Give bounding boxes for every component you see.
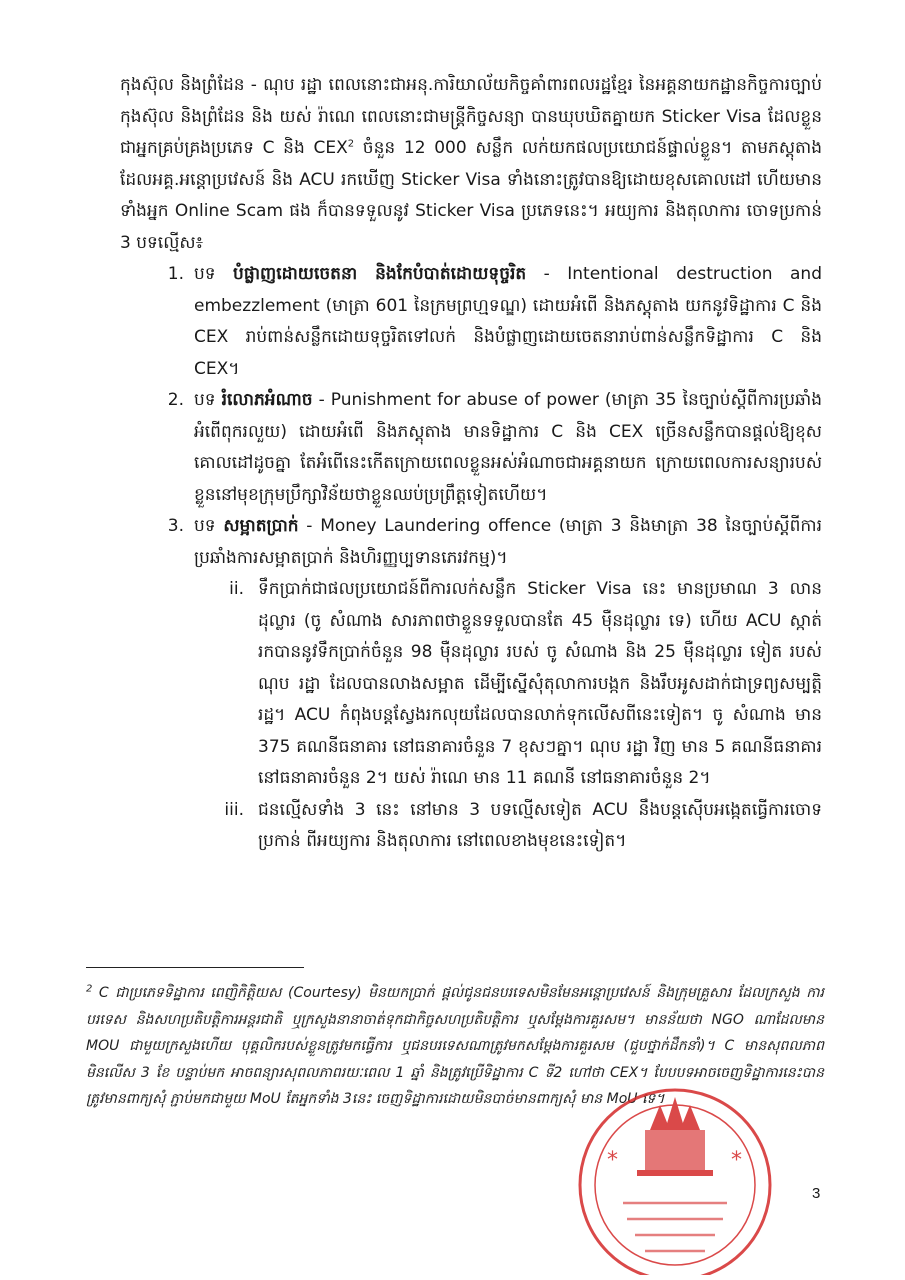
sub-item-number: ii.: [229, 579, 244, 599]
item-number: 1.: [167, 264, 184, 284]
svg-text:*: *: [731, 1148, 742, 1173]
item-text: - Money Laundering offence (មាត្រា 3 និងមាត្រា 38 នៃច្បាប់ស្ដីពីការប្រឆាំងការសម្អាតប្រាក់ និងហិរញ្ញប្បទានភេរវកម្ម)។: [194, 516, 822, 568]
item-number: 2.: [167, 390, 184, 410]
sub-item-number: iii.: [224, 799, 244, 820]
footnote-divider: [86, 967, 304, 968]
item-prefix: បទ: [194, 264, 234, 284]
intro-paragraph: [120, 70, 822, 259]
sub-list-item: [120, 795, 822, 858]
item-title: រំលោភអំណាច: [221, 390, 313, 410]
intro-text: កុងស៊ុល និងព្រំដែន - ណុប រដ្ឋា ពេលនោះជាអនុ.ការិយាល័យកិច្ចគាំពារពលរដ្ឋខ្មែរ នៃអគ្គនាយកដ្ឋានកិច្ចការច្បាប់ កុងស៊ុល និងព្រំដែន និង យស់ រ៉ាណេ ពេលនោះជាមន្ត្រីកិច្ចសន្យា បានឃុបឃិតគ្នាយក Sticker Visa ដែលខ្លួនជាអ្នកគ្រប់គ្រងប្រភេទ C និង CEX: [120, 75, 822, 158]
intro-text-cont: ចំនួន 12 000 សន្លឹក លក់យកផលប្រយោជន៍ផ្ទាល់ខ្លួន។ តាមភស្តុតាង ដែលអគ្គ.អន្តោប្រវេសន៍ និង ACU រកឃើញ Sticker Visa ទាំងនោះត្រូវបានឱ្យដោយខុសគោលដៅ ហើយមានទាំងអ្នក Online Scam ផង ក៏បានទទួលនូវ Sticker Visa ប្រភេទនេះ។ អយ្យការ និងតុលាការ ចោទប្រកាន់ 3 បទល្មើស៖: [120, 138, 822, 253]
list-item: [120, 259, 822, 385]
official-seal-stamp: [565, 1075, 785, 1275]
page-number: 3: [812, 1185, 821, 1202]
item-title: បំផ្លាញដោយចេតនា និងកែបំបាត់ដោយទុច្ចរិត: [233, 264, 527, 284]
item-prefix: បទ: [194, 390, 222, 410]
sub-item-text: ទឹកប្រាក់ជាផលប្រយោជន៍ពីការលក់សន្លឹក Sticker Visa នេះ មានប្រមាណ 3 លានដុល្លារ (ចូ សំណាង សារភាពថាខ្លួនទទួលបានតែ 45 ម៉ឺនដុល្លារ ទេ) ហើយ ACU ស្កាត់រកបាននូវទឹកប្រាក់ចំនួន 98 ម៉ឺនដុល្លារ របស់ ចូ សំណាង និង 25 ម៉ឺនដុល្លារ ទៀត របស់ ណុប រដ្ឋា ដែលបានលាងសម្អាត ដើម្បីស្នើសុំតុលាការបង្កក និងរឹបអូសដាក់ជាទ្រព្យសម្បត្តិរដ្ឋ។ ACU កំពុងបន្តស្វែងរកលុយដែលបានលាក់ទុកលើសពីនេះទៀត។ ចូ សំណាង មាន 375 គណនីធនាគារ នៅធនាគារចំនួន 7 ខុសៗគ្នា។ ណុប រដ្ឋា វិញ មាន 5 គណនីធនាគារ នៅធនាគារចំនួន 2។ យស់ រ៉ាណេ មាន 11 គណនី នៅធនាគារចំនួន 2។: [258, 579, 822, 788]
sub-list: [120, 574, 822, 858]
item-body: [194, 511, 822, 574]
svg-text:*: *: [607, 1148, 618, 1173]
list-item: [120, 385, 822, 511]
charges-list: [120, 259, 822, 574]
footnote-text: C ជាប្រភេទទិដ្ឋាការ ពេញិកិត្តិយស (Courtesy) មិនយកប្រាក់ ផ្ដល់ជូនជនបរទេសមិនមែនអន្តោប្រវេសន៍ និងក្រុមគ្រួសារ ដែលក្រសួង ការបរទេស និងសហប្រតិបត្តិការអន្តរជាតិ ឬក្រសួងនានាចាត់ទុកជាកិច្ចសហប្រតិបត្តិការ ឬសម្ដែងការគួរសម។ មានន័យថា NGO ណាដែលមាន MOU ជាមួយក្រសួងហើយ បុគ្គលិករបស់ខ្លួនត្រូវមកធ្វើការ ឬជនបរទេសណាត្រូវមកសម្ដែងការគួរសម (ជួបថ្នាក់ដឹកនាំ)។ C មានសុពលភាពមិនលើស 3 ខែ បន្ទាប់មក អាចពន្យារសុពលភាពរយៈពេល 1 ឆ្នាំ និងត្រូវប្រើទិដ្ឋាការ C ទី2 ហៅថា CEX។ បែបបទអាចចេញទិដ្ឋាការនេះបាន ត្រូវមានពាក្យសុំ ភ្ជាប់មកជាមួយ MoU តែអ្នកទាំង 3នេះ ចេញទិដ្ឋាការដោយមិនបាច់មានពាក្យសុំ មាន MoU ទេ។: [86, 985, 824, 1107]
item-title: សម្អាតប្រាក់: [223, 516, 299, 536]
item-text: - Punishment for abuse of power (មាត្រា 35 នៃច្បាប់ស្ដីពីការប្រឆាំងអំពើពុករលួយ) ដោយអំពើ និងភស្តុតាង មានទិដ្ឋាការ C និង CEX ច្រើនសន្លឹកបានផ្ដល់ឱ្យខុសគោលដៅដូចគ្នា តែអំពើនេះកើតក្រោយពេលខ្លួនអស់អំណាចជាអគ្គនាយក ក្រោយពេលការសន្យារបស់ខ្លួននៅមុខក្រុមប្រឹក្សាវិន័យថាខ្លួនឈប់ប្រព្រឹត្តទៀតហើយ។: [194, 390, 822, 505]
item-prefix: បទ: [194, 516, 224, 536]
item-body: [194, 385, 822, 511]
list-item: [120, 511, 822, 574]
item-text: - Intentional destruction and embezzlement (មាត្រា 601 នៃក្រមព្រហ្មទណ្ឌ) ដោយអំពើ និងភស្តុតាង យកនូវទិដ្ឋាការ C និង CEX រាប់ពាន់សន្លឹកដោយទុច្ចរិតទៅលក់ និងបំផ្លាញដោយចេតនារាប់ពាន់សន្លឹកទិដ្ឋាការ C និង CEX។: [194, 264, 822, 379]
item-number: 3.: [167, 516, 184, 536]
item-body: [194, 259, 822, 385]
sub-list-item: [120, 574, 822, 795]
body-text: [120, 70, 822, 858]
footnote-marker: 2: [86, 983, 93, 995]
sub-item-text: ជនល្មើសទាំង 3 នេះ នៅមាន 3 បទល្មើសទៀត ACU នឹងបន្តស៊ើបអង្កេតធ្វើការចោទប្រកាន់ ពីអយ្យការ និងតុលាការ នៅពេលខាងមុខនេះទៀត។: [258, 799, 822, 851]
footnote-ref: 2: [347, 138, 355, 150]
